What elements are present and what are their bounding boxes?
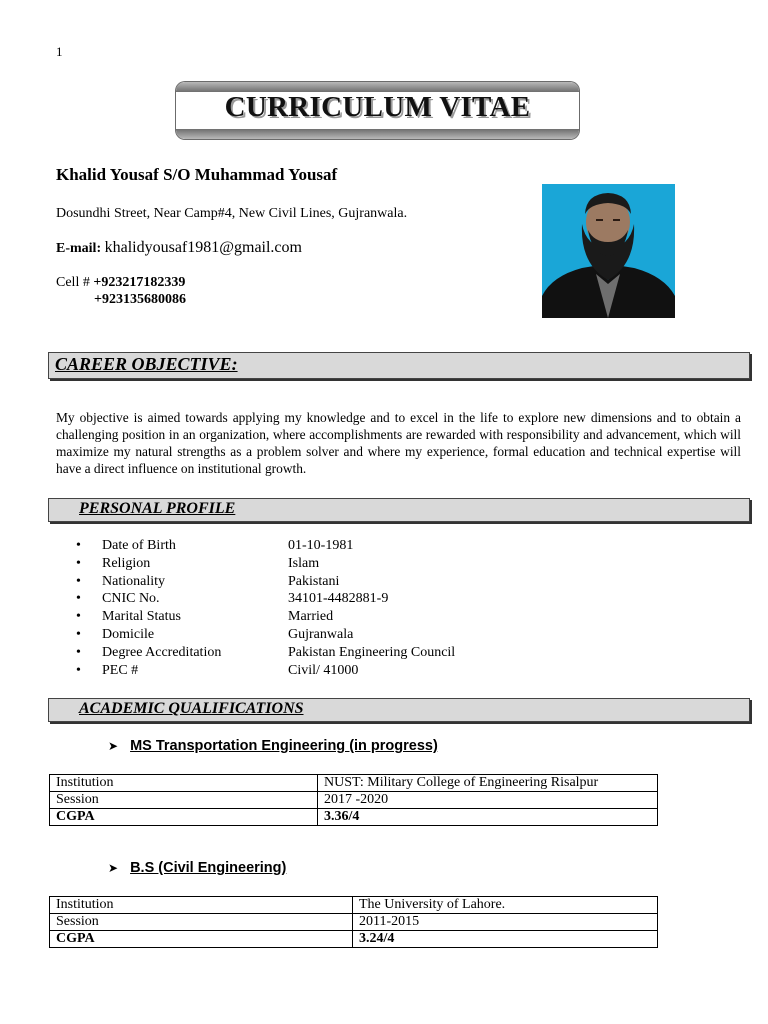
list-item xyxy=(76,591,676,609)
profile-label: Nationality xyxy=(102,573,165,589)
cell-number-2: +923135680086 xyxy=(94,292,186,307)
profile-value: Islam xyxy=(288,555,320,571)
table-cell-label: Institution xyxy=(50,775,318,792)
table-cell-label: CGPA xyxy=(50,809,318,826)
academic-heading: ACADEMIC QUALIFICATIONS xyxy=(79,700,304,717)
cell-line xyxy=(56,275,185,291)
cell-number-1: +923217182339 xyxy=(93,275,186,290)
list-item xyxy=(76,538,676,556)
bullet-icon: • xyxy=(76,644,81,660)
table-cell-label: Session xyxy=(50,792,318,809)
ms-qualification-table xyxy=(49,774,658,826)
table-row xyxy=(50,775,658,792)
profile-value: 01-10-1981 xyxy=(288,538,354,553)
cell-label: Cell # xyxy=(56,275,94,290)
document-title: CURRICULUM VITAE xyxy=(224,91,531,123)
profile-label: Degree Accreditation xyxy=(102,644,222,660)
address: Dosundhi Street, Near Camp#4, New Civil Lines, Gujranwala. xyxy=(56,206,408,221)
title-banner xyxy=(176,82,579,139)
table-row xyxy=(50,931,658,948)
section-header-personal-profile xyxy=(48,498,750,522)
bullet-icon: • xyxy=(76,591,81,607)
banner-bottom-band xyxy=(176,129,579,139)
profile-label: Marital Status xyxy=(102,609,181,625)
profile-value: Gujranwala xyxy=(288,626,354,642)
degree-heading-bs xyxy=(108,860,286,876)
profile-value: Married xyxy=(288,609,334,625)
profile-label: Date of Birth xyxy=(102,538,176,553)
arrow-bullet-icon: ➤ xyxy=(108,861,119,875)
list-item xyxy=(76,609,676,627)
table-cell-label: Session xyxy=(50,914,353,931)
bullet-icon: • xyxy=(76,555,81,571)
arrow-bullet-icon: ➤ xyxy=(108,739,119,753)
bullet-icon: • xyxy=(76,609,81,625)
table-cell-value: 3.24/4 xyxy=(353,931,658,948)
profile-label: PEC # xyxy=(102,662,139,678)
table-cell-label: Institution xyxy=(50,897,353,914)
email-line xyxy=(56,239,302,257)
table-cell-value: 3.36/4 xyxy=(318,809,658,826)
profile-label: Religion xyxy=(102,555,151,571)
table-row xyxy=(50,809,658,826)
career-objective-text: My objective is aimed towards applying my knowledge and to excel in the life to explore new dimensions and to obtain a challenging position in an organization, where accomplishments are rewarded with responsibility and advancement, which will maximize my natural strengths as a problem solver and where my experience, formal education and technical expertise will have a direct influence on institutional growth. xyxy=(56,410,741,476)
portrait-illustration xyxy=(542,184,675,318)
page-number: 1 xyxy=(56,44,63,59)
list-item xyxy=(76,663,676,681)
table-cell-value: 2011-2015 xyxy=(353,914,658,931)
table-row xyxy=(50,792,658,809)
bullet-icon: • xyxy=(76,573,81,589)
applicant-name: Khalid Yousaf S/O Muhammad Yousaf xyxy=(56,165,338,184)
personal-profile-heading: PERSONAL PROFILE xyxy=(79,500,236,517)
list-item xyxy=(76,574,676,592)
degree-title: MS Transportation Engineering (in progress) xyxy=(130,738,438,754)
table-cell-value: NUST: Military College of Engineering Risalpur xyxy=(318,775,658,792)
bullet-icon: • xyxy=(76,538,81,553)
table-cell-value: 2017 -2020 xyxy=(318,792,658,809)
bullet-icon: • xyxy=(76,662,81,678)
table-cell-value: The University of Lahore. xyxy=(353,897,658,914)
table-row xyxy=(50,897,658,914)
personal-profile-list xyxy=(76,538,676,680)
table-cell-label: CGPA xyxy=(50,931,353,948)
email-address: khalidyousaf1981@gmail.com xyxy=(104,239,302,256)
profile-label: CNIC No. xyxy=(102,591,160,607)
profile-value: Pakistan Engineering Council xyxy=(288,644,456,660)
profile-value: Pakistani xyxy=(288,573,340,589)
career-objective-heading: CAREER OBJECTIVE: xyxy=(55,354,238,374)
section-header-career-objective xyxy=(48,352,750,379)
table-row xyxy=(50,914,658,931)
bs-qualification-table xyxy=(49,896,658,948)
list-item xyxy=(76,556,676,574)
bullet-icon: • xyxy=(76,626,81,642)
section-header-academic-qualifications xyxy=(48,698,750,722)
profile-value: Civil/ 41000 xyxy=(288,662,359,678)
list-item xyxy=(76,627,676,645)
profile-photo xyxy=(542,184,675,318)
profile-value: 34101-4482881-9 xyxy=(288,591,389,607)
profile-label: Domicile xyxy=(102,626,155,642)
degree-heading-ms xyxy=(108,738,438,754)
list-item xyxy=(76,645,676,663)
email-label: E-mail: xyxy=(56,241,102,256)
degree-title: B.S (Civil Engineering) xyxy=(130,860,287,876)
